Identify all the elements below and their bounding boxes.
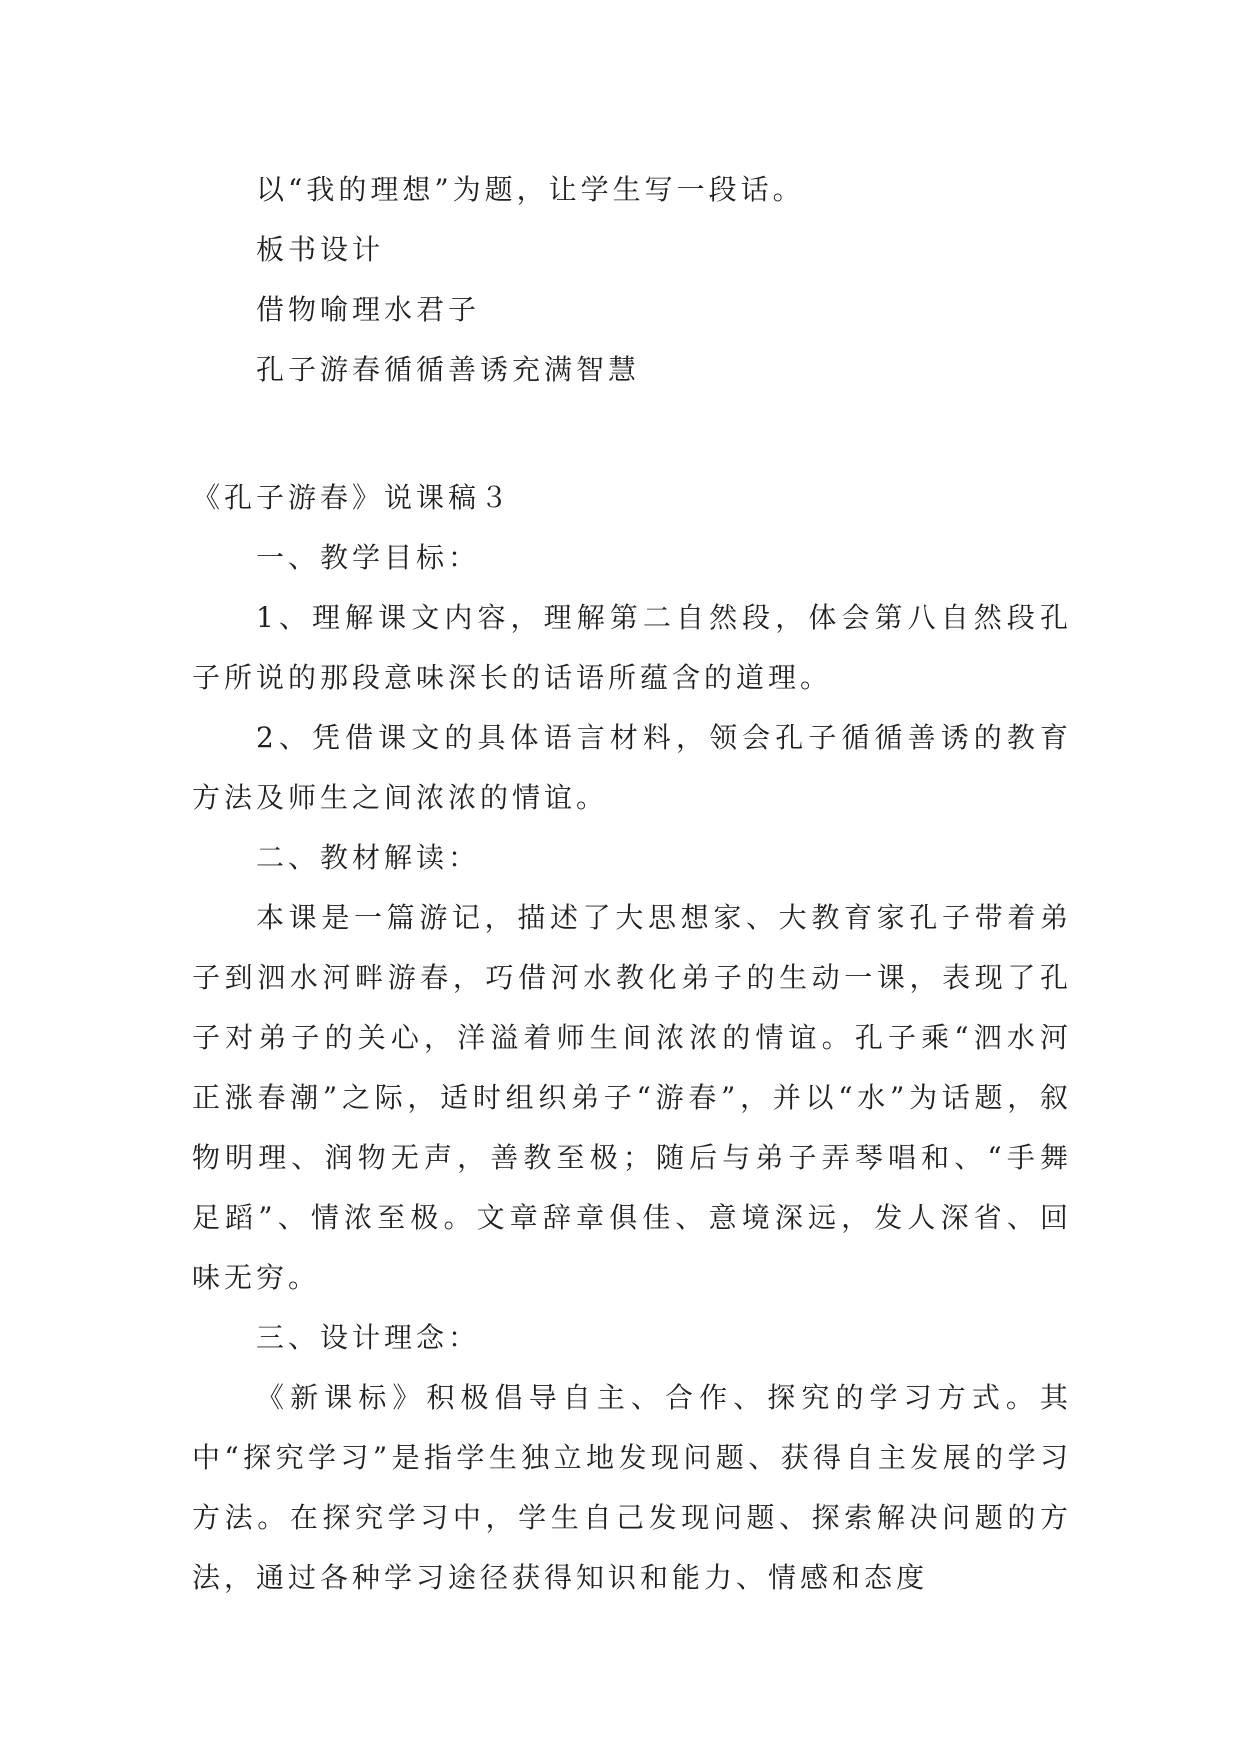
board-design-heading: 板书设计: [256, 233, 385, 266]
assignment-line: 以“我的理想”为题，让学生写一段话。: [256, 173, 805, 206]
material-paragraph: 本课是一篇游记，描述了大思想家、大教育家孔子带着弟子到泗水河畔游春，巧借河水教化弟子的生动一课，表现了孔子对弟子的关心，洋溢着师生间浓浓的情谊。孔子乘“泗水河正涨春潮”之际，适时组织弟子“游春”，并以“水”为话题，叙物明理、润物无声，善教至极；随后与弟子弄琴唱和、“手舞足蹈”、情浓至极。文章辞章俱佳、意境深远，发人深省、回味无穷。: [192, 901, 1072, 1294]
section-title: 《孔子游春》说课稿３: [192, 481, 513, 514]
concept-paragraph: 《新课标》积极倡导自主、合作、探究的学习方式。其中“探究学习”是指学生独立地发现问题、获得自主发展的学习方法。在探究学习中，学生自己发现问题、探索解决问题的方法，通过各种学习途径获得知识和能力、情感和态度: [192, 1381, 1072, 1594]
board-design-line-2: 孔子游春循循善诱充满智慧: [256, 353, 641, 386]
goals-heading: 一、教学目标：: [256, 541, 481, 574]
board-design-line-1: 借物喻理水君子: [256, 293, 481, 326]
concept-heading: 三、设计理念：: [256, 1321, 481, 1354]
goal-1-paragraph: 1、理解课文内容，理解第二自然段，体会第八自然段孔子所说的那段意味深长的话语所蕴含的道理。: [192, 601, 1072, 694]
document-content: [192, 160, 1072, 1608]
goal-2-paragraph: 2、凭借课文的具体语言材料，领会孔子循循善诱的教育方法及师生之间浓浓的情谊。: [192, 721, 1072, 814]
material-heading: 二、教材解读：: [256, 841, 481, 874]
